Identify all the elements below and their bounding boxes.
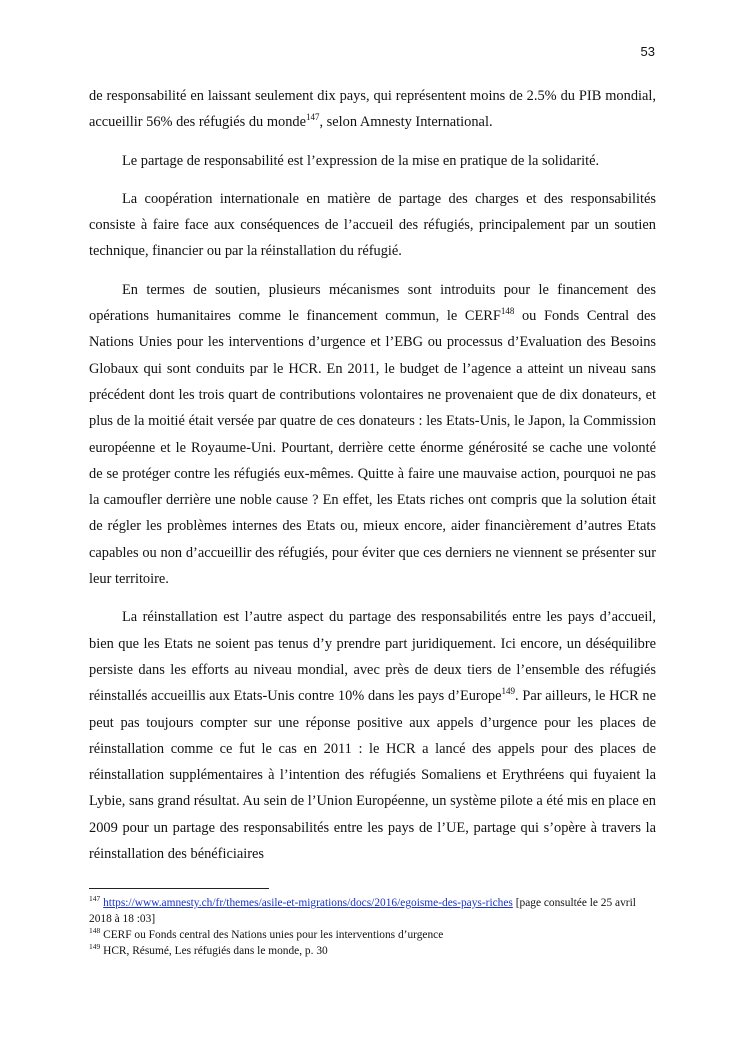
paragraph-text: La réinstallation est l’autre aspect du partage des responsabilités entre les pays d’accueil, bien que les Etats ne soient pas tenus d’y prendre part juridiquement. Ici encore, un déséquilibre persiste dans les efforts au niveau mondial, avec près de deux tiers de l’ensemble des réfugiés réinstallés accueillis aux Etats-Unis contre 10% dans les pays d’Europe xyxy=(89,609,656,705)
paragraph-text: de responsabilité en laissant seulement dix pays, qui représentent moins de 2.5% du PIB mondial, accueillir 56% des réfugiés du monde xyxy=(89,88,656,131)
footnote-number: 147 xyxy=(89,894,101,904)
footnote-text: [page consultée le 25 avril 2018 à 18 :03] xyxy=(89,897,636,925)
paragraph-text: Le partage de responsabilité est l’expression de la mise en pratique de la solidarité. xyxy=(122,152,600,169)
footnote-number: 148 xyxy=(89,926,101,936)
footnote-ref-147[interactable]: 147 xyxy=(305,112,320,123)
paragraph xyxy=(89,604,656,867)
page-number: 53 xyxy=(640,44,655,59)
paragraph-text: , selon Amnesty International. xyxy=(319,114,493,131)
paragraph xyxy=(89,277,656,593)
paragraph-text: La coopération internationale en matière de partage des charges et des responsabilités consiste à faire face aux conséquences de l’accueil des réfugiés, principalement par un soutien technique, financier ou par la réinstallation du réfugié. xyxy=(89,190,656,260)
footnote-separator xyxy=(89,888,269,889)
footnote-link[interactable]: https://www.amnesty.ch/fr/themes/asile-et-migrations/docs/2016/egoisme-des-pays-riches xyxy=(103,897,513,909)
footnote-number: 149 xyxy=(89,942,101,952)
footnote-text: CERF ou Fonds central des Nations unies pour les interventions d’urgence xyxy=(100,929,444,941)
paragraph xyxy=(89,186,656,265)
footnotes xyxy=(89,895,656,959)
paragraph-text: ou Fonds Central des Nations Unies pour les interventions d’urgence et l’EBG ou processus d’Evaluation des Besoins Globaux qui sont conduits par le HCR. En 2011, le budget de l’agence a atteint un niveau sans précédent dont les trois quart de contributions volontaires ne provenaient que de dix donateurs, et plus de la moitié était versée par quatre de ces donateurs : les Etats-Unis, le Japon, la Commission européenne et le Royaume-Uni. Pourtant, derrière cette énorme générosité se cache une volonté de se protéger contre les réfugiés eux-mêmes. Quitte à faire une mauvaise action, pourquoi ne pas la camoufler derrière une noble cause ? En effet, les Etats riches ont compris que la solution était de régler les problèmes internes des Etats ou, mieux encore, aider financièrement d’autres Etats capables ou non d’accueillir des réfugiés, pour éviter que ces derniers ne viennent se présenter sur leur territoire. xyxy=(89,308,656,588)
paragraph xyxy=(89,83,656,136)
body-text xyxy=(89,83,656,879)
paragraph xyxy=(89,148,656,174)
footnote-text: HCR, Résumé, Les réfugiés dans le monde, p. 30 xyxy=(100,945,328,957)
footnote-ref-149[interactable]: 149 xyxy=(501,686,515,697)
footnote-147 xyxy=(89,895,656,927)
paragraph-text: . Par ailleurs, le HCR ne peut pas toujours compter sur une réponse positive aux appels d’urgence pour les places de réinstallation comme ce fut le cas en 2011 : le HCR a lancé des appels pour des places de réinstallation supplémentaires à l’intention des réfugiés Somaliens et Erythréens qui fuyaient la Lybie, sans grand résultat. Au sein de l’Union Européenne, un système pilote a été mis en place en 2009 pour un partage des responsabilités entre les pays de l’UE, partage qui s’opère à travers la réinstallation des bénéficiaires xyxy=(89,688,656,863)
footnote-148 xyxy=(89,927,656,943)
footnote-ref-148[interactable]: 148 xyxy=(500,306,515,317)
paragraph-text: En termes de soutien, plusieurs mécanismes sont introduits pour le financement des opérations humanitaires comme le financement commun, le CERF xyxy=(89,281,656,325)
footnote-149 xyxy=(89,943,656,959)
